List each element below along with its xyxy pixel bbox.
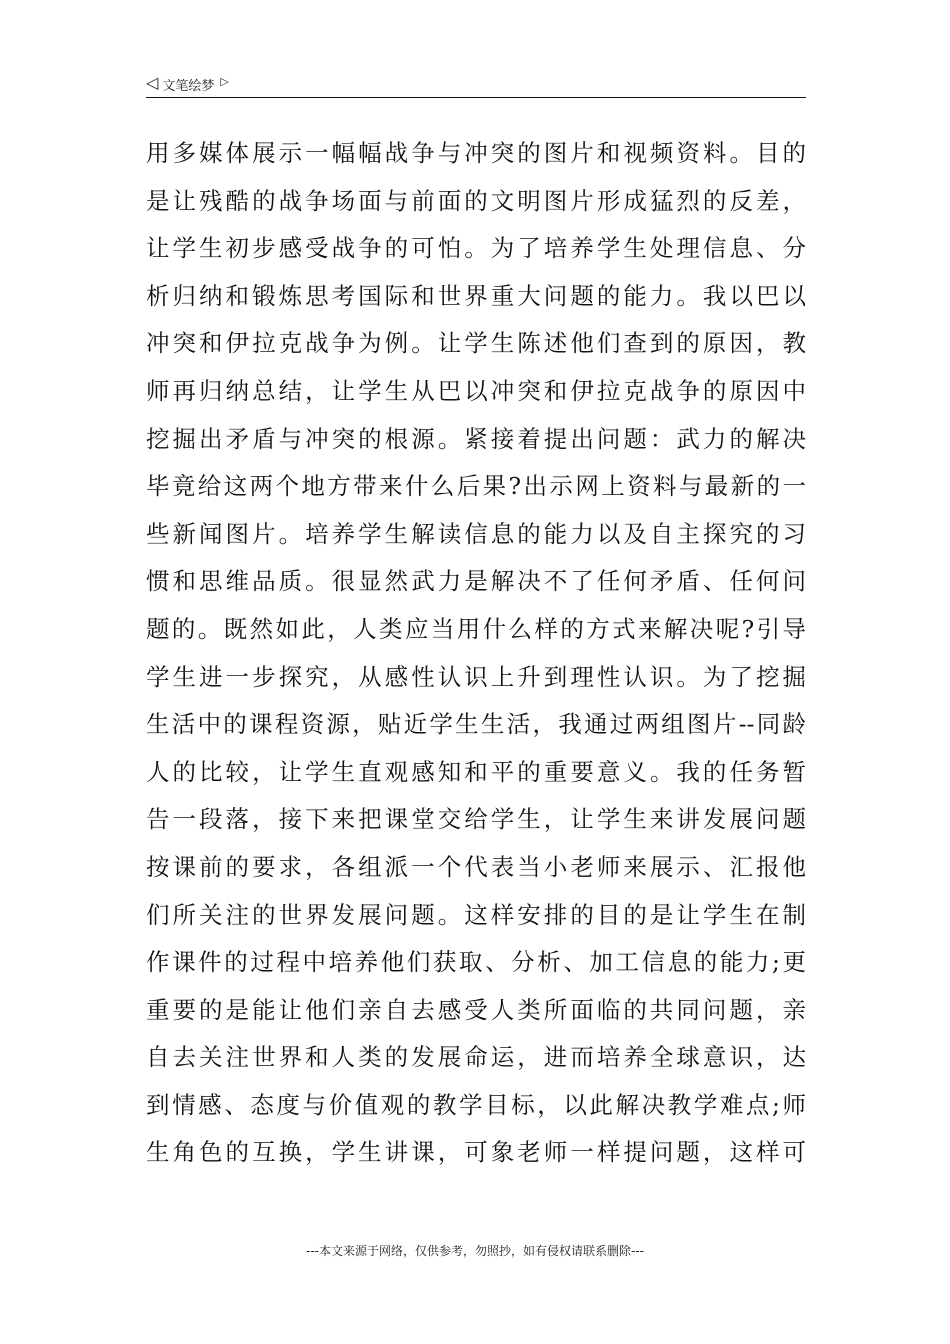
text-line: 是让残酷的战争场面与前面的文明图片形成猛烈的反差， [146,186,806,215]
text-line: 用多媒体展示一幅幅战争与冲突的图片和视频资料。目的 [146,139,806,167]
text-line: 学生进一步探究，从感性认识上升到理性认识。为了挖掘 [146,662,806,691]
text-line: 到情感、态度与价值观的教学目标，以此解决教学难点;师 [146,1090,806,1119]
text-line: 师再归纳总结，让学生从巴以冲突和伊拉克战争的原因中 [146,376,806,405]
text-line: 自去关注世界和人类的发展命运，进而培养全球意识，达 [146,1043,806,1072]
text-line: 让学生初步感受战争的可怕。为了培养学生处理信息、分 [146,234,806,263]
triangle-right-icon: ▷ [220,74,229,88]
text-line: 惯和思维品质。很显然武力是解决不了任何矛盾、任何问 [146,567,806,596]
triangle-left-icon: ◁ [146,73,159,92]
text-line: 挖掘出矛盾与冲突的根源。紧接着提出问题：武力的解决 [146,424,806,453]
footer-disclaimer: ---本文来源于网络，仅供参考，勿照抄，如有侵权请联系删除--- [306,1244,644,1258]
text-line: 析归纳和锻炼思考国际和世界重大问题的能力。我以巴以 [146,281,806,310]
text-line: 按课前的要求，各组派一个代表当小老师来展示、汇报他 [146,852,806,881]
text-line: 人的比较，让学生直观感知和平的重要意义。我的任务暂 [146,757,806,786]
text-line: 毕竟给这两个地方带来什么后果?出示网上资料与最新的一 [146,472,806,501]
page-header [146,72,806,98]
text-line: 些新闻图片。培养学生解读信息的能力以及自主探究的习 [146,519,806,548]
text-line: 告一段落，接下来把课堂交给学生，让学生来讲发展问题 [146,805,806,834]
text-line: 们所关注的世界发展问题。这样安排的目的是让学生在制 [146,900,806,929]
text-line: 重要的是能让他们亲自去感受人类所面临的共同问题，亲 [146,995,806,1024]
document-body [146,130,806,1177]
header-title: 文笔绘梦 [162,78,215,94]
text-line: 生活中的课程资源，贴近学生生活，我通过两组图片--同龄 [146,710,806,739]
text-line: 冲突和伊拉克战争为例。让学生陈述他们查到的原因，教 [146,329,806,358]
text-line: 生角色的互换，学生讲课，可象老师一样提问题，这样可 [146,1138,806,1167]
text-line: 题的。既然如此，人类应当用什么样的方式来解决呢?引导 [146,614,806,643]
header-divider [146,97,806,98]
text-line: 作课件的过程中培养他们获取、分析、加工信息的能力;更 [146,948,806,977]
